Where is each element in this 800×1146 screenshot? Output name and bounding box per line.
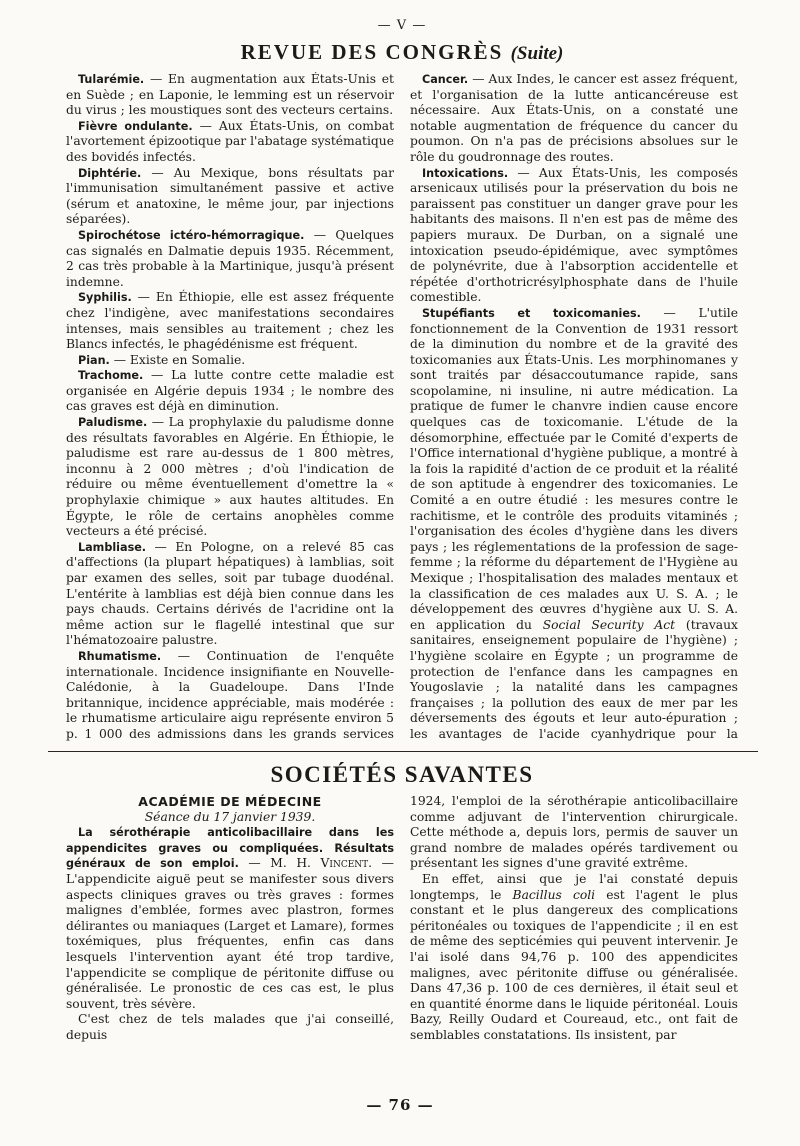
entry-rhumatisme [66,649,394,742]
entry-term: Rhumatisme. [78,649,162,663]
communication-dash: — [238,856,271,871]
entry-text: — Aux Indes, le cancer est assez fréquent, et l'organisation de la lutte anticancéreuse est nécessaire. Aux États-Unis, on a constaté une notable augmentation de fréquence du cancer du poumon. On n'a pas de précisions absolues sur le rôle du goudronnage des routes. [410,72,738,164]
entry-tularemie [66,72,394,119]
entry-fievre-ondulante [66,119,394,166]
entry-term: Fièvre ondulante. [78,119,193,133]
communication-paragraph-1 [66,825,394,1012]
entry-text: — Aux États-Unis, on combat l'avortement épizootique par l'abatage systématique des bovidés infectés. [66,118,395,164]
entry-syphilis [66,290,394,352]
bacillus-coli: Bacillus coli [512,887,596,902]
entry-diphterie [66,166,394,228]
entry-tail: (travaux sanitaires, enseignement populaire de l'hygiène) ; l'hygiène scolaire en Égypte ; un programme de protection de l'enfance dans les campagnes en Yougoslavie ; la natalité dans les campagnes françaises ; la pollution des eaux de mer par les déversements des égouts et leur auto-épuration ; les avantages de l'acide cyanhydrique pour la [410,617,738,741]
entry-term: Lambliase. [78,540,147,554]
entry-text: — La prophylaxie du paludisme donne des résultats favorables en Algérie. En Éthiopie, le paludisme est rare au-dessus de 1 800 mètres, inconnu à 2 000 mètres ; d'où l'indication de réduire ou même éventuellement d'omettre la « prophylaxie chimique » aux hautes altitudes. En Égypte, le rôle de certains anophèles comme vecteurs a été précisé. [66,415,394,539]
entry-pian [66,353,394,369]
entry-stupefiants [410,306,738,742]
entry-term: Trachome. [78,369,144,383]
paragraph-text-continued: est l'agent le plus constant et le plus dangereux des complications péritonéales ou toxiques de l'appendicite ; il en est de même des septicémies qui peuvent intervenir. Je l'ai isolé dans 94,76 p. 100 des appendicites malignes, avec péritonite diffuse ou généralisée. Dans 47,36 p. 100 de ces dernières, il était seul et en quantité énorme dans le liquide péritonéal. Louis Bazy, Reilly Oudard et Coureaud, etc., ont fait de semblables constatations. Ils insistent, par [410,887,738,1042]
revue-right-column [410,72,738,742]
societes-title: SOCIÉTÉS SAVANTES [270,762,534,787]
entry-spirochetose [66,228,394,290]
entry-term: Pian. [78,353,110,367]
revue-title-text: REVUE DES CONGRÈS [240,40,504,64]
entry-term: Syphilis. [78,291,132,305]
entry-term: Tularémie. [78,73,145,86]
paragraph-text: En effet, ainsi que je l'ai constaté depuis longtemps, le [410,871,738,902]
entry-term: Diphtérie. [78,166,142,180]
top-folio: — V — [377,18,427,33]
entry-trachome [66,368,394,415]
entry-text: — En Éthiopie, elle est assez fréquente chez l'indigène, avec manifestations secondaires intenses, mais sensibles au traitement ; chez les Blancs infectés, le phagédénisme est fréquent. [66,290,394,352]
entry-text: — En Pologne, on a relevé 85 cas d'affections (la plupart hépatiques) à lamblias, soit par examen des selles, soit par tubage duodénal. L'entérite à lamblias est déjà bien connue dans les pays chauds. Certains dérivés de l'acridine ont la même action sur le flagellé intestinal que sur l'hématozoaire palustre. [66,539,394,648]
entry-text: — Au Mexique, bons résultats par l'immunisation simultanément passive et active (sérum et anatoxine, le même jour, par injections séparées). [66,165,394,227]
entry-text: — Quelques cas signalés en Dalmatie depuis 1935. Récemment, 2 cas très probable à la Martinique, jusqu'à présent indemne. [66,227,394,289]
section-divider [66,746,738,758]
societes-left-column [66,794,394,1110]
communication-paragraph-3: 1924, l'emploi de la sérothérapie anticolibacillaire comme adjuvant de l'intervention chirurgicale. Cette méthode a, depuis lors, permis de sauver un grand nombre de malades opérés tardivement ou présentant les signes d'une gravité extrême. [410,794,738,871]
entry-text: — La lutte contre cette maladie est organisée en Algérie depuis 1934 ; le nombre des cas graves est déjà en diminution. [66,368,394,414]
entry-text: — Existe en Somalie. [109,352,246,367]
entry-term: Spirochétose ictéro-hémorragique. [78,228,305,242]
revue-title-suite: (Suite) [510,43,564,64]
entry-paludisme [66,415,394,540]
entry-term: Paludisme. [78,416,148,430]
entry-text: — En augmentation aux États-Unis et en Suède ; en Laponie, le lemming est un réservoir du virus ; les moustiques sont des vecteurs certains. [66,72,394,118]
entry-intoxications [410,166,738,306]
revue-columns [66,72,738,742]
revue-title [66,38,738,66]
societes-right-column [410,794,738,1110]
entry-italic: Social Security Act [542,617,676,632]
entry-cancer [410,72,738,166]
entry-text: — Continuation de l'enquête internationale. Incidence insignifiante en Nouvelle-Calédonie, à la Guadeloupe. Dans l'Inde britannique, incidence appréciable, mais modérée : le rhumatisme articulaire aigu représente environ 5 p. 1 000 des admissions dans les grands services [66,648,394,741]
communication-paragraph-4 [410,872,738,1044]
divider-rule [48,751,758,752]
communication-paragraph-2: C'est chez de tels malades que j'ai conseillé, depuis [66,1012,394,1042]
communication-author: M. H. Vincent. [270,856,373,871]
seance-date: Séance du 17 janvier 1939. [144,809,316,824]
entry-term: Stupéfiants et toxicomanies. [422,306,641,320]
entry-text: — Aux États-Unis, les composés arsenicaux utilisés pour la préservation du bois ne paraissent pas constituer un danger grave pour les habitants des maisons. Il n'en est pas de même des papiers muraux. De Durban, on a signalé une intoxication pseudo-épidémique, avec symptômes de polynévrite, due à l'absorption accidentelle et répétée d'orthotricrésylphosphate dans de l'huile comestible. [410,165,738,305]
entry-term: Intoxications. [422,166,509,180]
entry-text: — L'utile fonctionnement de la Convention de 1931 ressort de la diminution du nombre et de la gravité des toxicomanies aux États-Unis. Les morphinomanes y sont traités par désaccoutumance rapide, sans scopolamine, ni insuline, ni autre médication. La pratique de fumer le chanvre indien cause encore quelques cas de toxicomanie. L'étude de la désomorphine, effectuée par le Comité d'experts de l'Office international d'hygiène publique, a montré à la fois la rapidité d'action de ce produit et la réalité de son aptitude à engendrer des toxicomanies. Le Comité a en outre étudié : les mesures contre le rachitisme, et le contrôle des produits vitaminés ; l'organisation des écoles d'hygiène dans les divers pays ; les réglementations de la profession de sage-femme ; la réforme du département de l'Hygiène au Mexique ; l'hospitalisation des malades mentaux et la classification de ces malades aux U. S. A. ; le développement des œuvres d'hygiène aux U. S. A. en application du [410,305,738,632]
academy-heading: ACADÉMIE DE MÉDECINE [138,794,322,809]
page-number: — 76 — [366,1096,434,1114]
communication-title: La sérothérapie anticolibacillaire dans les appendicites graves ou compliquées. Résultats généraux de son emploi. [66,826,394,871]
communication-text: — L'appendicite aiguë peut se manifester sous divers aspects cliniques graves ou très graves : formes malignes d'emblée, formes avec plastron, formes délirantes ou maniaques (Larget et Lamare), formes toxémiques, plus fréquentes, enfin cas dans lesquels l'intervention ayant été trop tardive, l'appendicite se complique de péritonite diffuse ou généralisée. Le pronostic de ces cas est, le plus souvent, très sévère. [66,856,394,1011]
societes-columns [66,794,738,1110]
revue-left-column [66,72,394,742]
entry-lambliase [66,540,394,649]
entry-term: Cancer. [422,73,469,86]
